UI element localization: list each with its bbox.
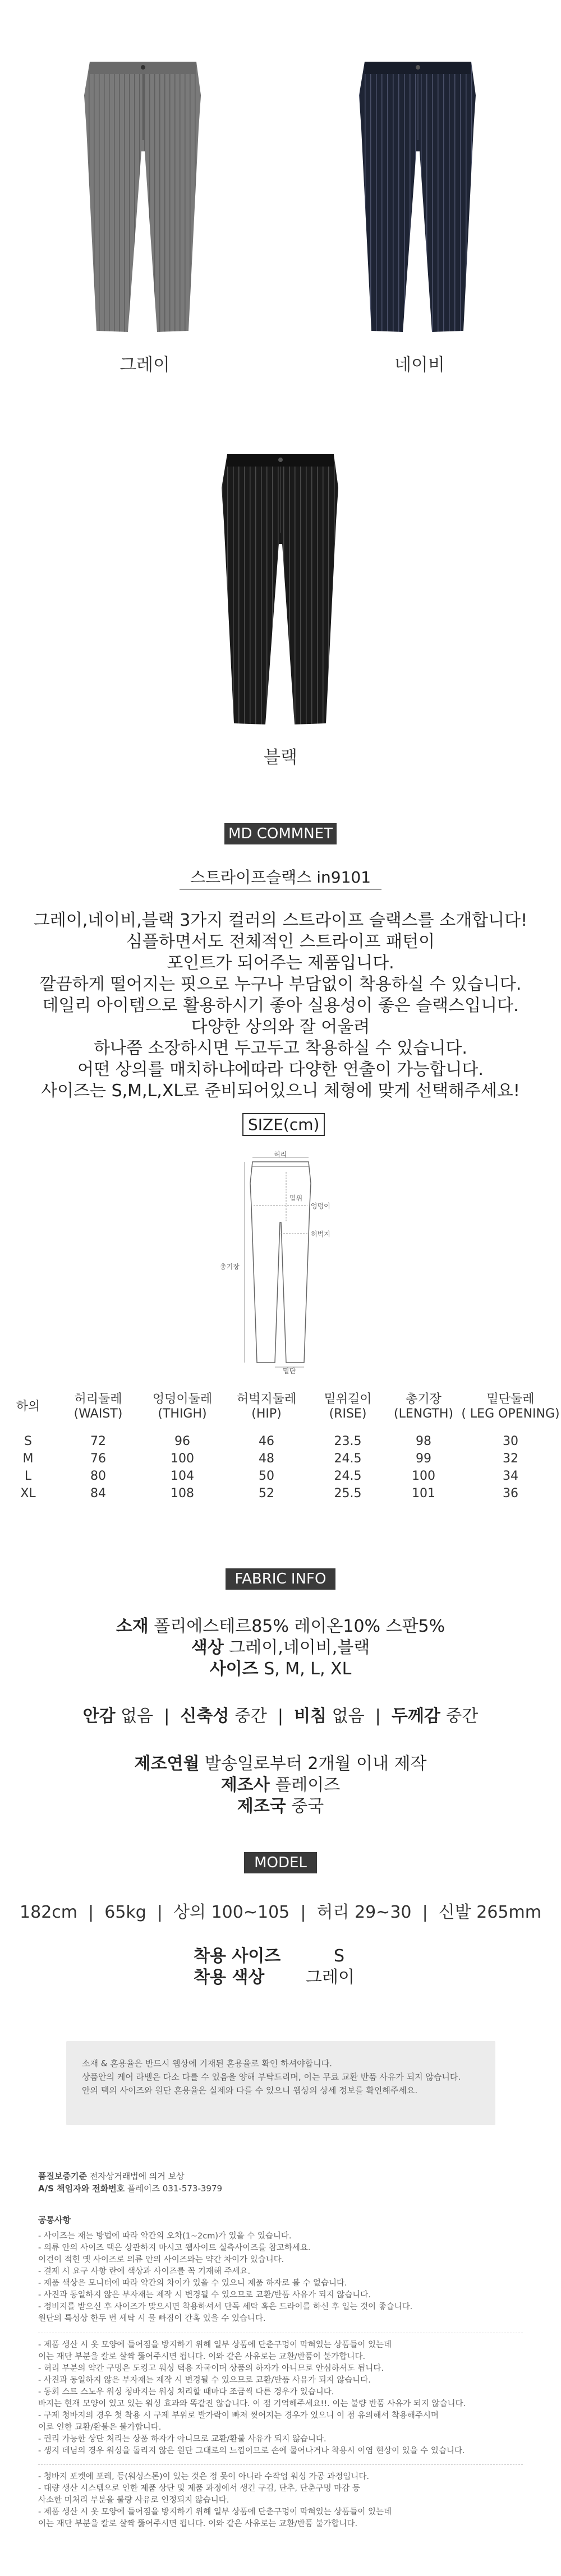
- size-col-header: 총기장: [406, 1392, 442, 1406]
- policy-line: - 청바지 포켓에 포레, 등(워싱스톤)이 있는 것은 정 못이 아니라 수작업 워싱 가공 과정입니다.: [38, 2472, 369, 2481]
- notice-line: 안의 택의 사이즈와 원단 혼용율은 실제와 다를 수 있으니 웹상의 상세 정보를 확인해주세요.: [82, 2085, 418, 2095]
- size-cell: 72: [90, 1434, 106, 1448]
- policy-divider: [38, 2464, 523, 2465]
- policy-header: [38, 2214, 71, 2226]
- md-comment-line: 하나쯤 소장하시면 두고두고 착용하실 수 있습니다.: [94, 1038, 467, 1058]
- fabric-attr-key: 안감: [82, 1706, 116, 1726]
- fabric-material-value: 폴리에스테르85% 레이온10% 스판5%: [154, 1617, 445, 1636]
- size-col-subheader: ( LEG OPENING): [461, 1407, 560, 1421]
- size-cell: 32: [503, 1452, 518, 1466]
- guarantee-line-1: [38, 2170, 521, 2182]
- size-col-header: 엉덩이둘레: [152, 1392, 213, 1406]
- size-col-subheader: (THIGH): [158, 1407, 207, 1421]
- fabric-attr-value: 중간: [445, 1706, 479, 1726]
- size-table-row: [0, 1450, 561, 1467]
- size-table: [0, 1388, 561, 1502]
- size-cell: 108: [171, 1486, 194, 1501]
- size-cell: 101: [412, 1486, 435, 1501]
- fabric-attr-key: 두께감: [391, 1706, 440, 1726]
- size-cell: 30: [503, 1434, 518, 1448]
- diagram-label-rise: 밑위: [289, 1194, 303, 1202]
- policy-line: - 결제 시 요구 사항 란에 색상과 사이즈를 꼭 기재해 주세요.: [38, 2267, 251, 2276]
- md-comment-header: MD COMMNET: [224, 823, 337, 844]
- guarantee-info: [38, 2170, 521, 2195]
- size-cell: 104: [171, 1469, 194, 1483]
- policy-line: 원단의 특성상 한두 번 세탁 시 물 빠짐이 간혹 있을 수 있습니다.: [38, 2314, 266, 2323]
- pants-black-image: [216, 449, 345, 729]
- size-col-subheader: (WAIST): [73, 1407, 123, 1421]
- pants-navy-image: [353, 56, 482, 336]
- policy-line: - 사이즈는 재는 방법에 따라 약간의 오차(1~2cm)가 있을 수 있습니다.: [38, 2232, 292, 2241]
- as-contact-key: A/S 책임자와 전화번호: [38, 2183, 125, 2194]
- product-name: 스트라이프슬랙스 in9101: [190, 868, 371, 887]
- guarantee-line-2: [38, 2182, 521, 2195]
- fabric-attr-value: 중간: [234, 1706, 267, 1726]
- size-header: SIZE(cm): [242, 1113, 325, 1136]
- diagram-label-thigh: 허벅지: [311, 1230, 330, 1238]
- color-label-navy: 네이비: [394, 355, 445, 375]
- size-cell: 52: [259, 1486, 274, 1501]
- guarantee-key: 품질보증기준: [38, 2171, 87, 2181]
- size-cell: S: [24, 1434, 32, 1448]
- notice-line: 상품안의 케어 라벨은 다소 다를 수 있음을 양해 부탁드리며, 이는 무료 교환 반품 사유가 되지 않습니다.: [82, 2072, 461, 2082]
- size-cell: 96: [174, 1434, 190, 1448]
- policy-line: 이는 재단 부분을 칼로 살짝 뚫어주시면 됩니다. 이와 같은 사유로는 교환/반품이 불가합니다.: [38, 2352, 366, 2361]
- color-label-gray: 그레이: [119, 355, 170, 375]
- pants-gray-image: [79, 56, 208, 336]
- size-cell: 48: [259, 1452, 274, 1466]
- size-cell: L: [24, 1469, 32, 1483]
- size-table-row: [0, 1467, 561, 1485]
- size-col-subheader: (LENGTH): [393, 1407, 454, 1421]
- fabric-size: [0, 1655, 561, 1679]
- md-comment-line: 포인트가 되어주는 제품입니다.: [167, 953, 394, 973]
- policy-line: - 허리 부분의 약간 구멍은 도킹고 워싱 택용 자국이며 상품의 하자가 아니므로 안심하셔도 됩니다.: [38, 2364, 384, 2373]
- size-cell: 24.5: [334, 1469, 362, 1483]
- fabric-color-key: 색상: [191, 1638, 224, 1658]
- policy-line: - 제품 색상은 모니터에 따라 약간의 차이가 있을 수 있으니 제품 하자로 볼 수 없습니다.: [38, 2279, 347, 2288]
- fabric-maker-key: 제조사: [220, 1775, 270, 1795]
- size-cell: 25.5: [334, 1486, 362, 1501]
- md-comment-line: 데일리 아이템으로 활용하시기 좋아 실용성이 좋은 슬랙스입니다.: [42, 996, 519, 1015]
- size-col-header: 밑단둘레: [486, 1392, 535, 1406]
- fabric-attr-value: 없음: [332, 1706, 365, 1726]
- policy-group-2: [38, 2339, 521, 2457]
- policy-line: - 정비지를 받으신 후 사이즈가 맞으시면 착용하셔서 단독 세탁 혹은 드라이를 하신 후 입는 것이 좋습니다.: [38, 2302, 413, 2311]
- diagram-label-hem: 밑단: [283, 1367, 296, 1375]
- policy-group-3: [38, 2471, 521, 2530]
- notice-line: 소재 & 혼용율은 반드시 웹상에 기재된 혼용율로 확인 하셔야합니다.: [82, 2058, 332, 2069]
- product-photo-black: [216, 449, 345, 729]
- product-name-underline: [180, 889, 381, 890]
- md-comment-line: 어떤 상의를 매치하냐에따라 다양한 연출이 가능합니다.: [77, 1060, 484, 1079]
- size-col-header: 하의: [16, 1399, 40, 1414]
- policy-line: 바지는 현재 모양이 있고 있는 워싱 효과와 똑같진 않습니다. 이 점 기억해주세요!!. 이는 불량 반품 사유가 되지 않습니다.: [38, 2399, 466, 2408]
- policy-header-text: 공통사항: [38, 2215, 71, 2225]
- md-comment-line: 사이즈는 S,M,L,XL로 준비되어있으니 체형에 맞게 선택해주세요!: [41, 1081, 520, 1101]
- fabric-attr-value: 없음: [121, 1706, 154, 1726]
- product-photo-gray: [79, 56, 208, 336]
- policy-line: - 사진과 동일하지 않은 부자재는 제작 시 변경될 수 있으므로 교환/반품 사유가 되지 않습니다.: [38, 2291, 371, 2300]
- policy-line: - 권리 가능한 상단 처리는 상품 하자가 아니므로 교환/환불 사유가 되지 않습니다.: [38, 2435, 327, 2444]
- guarantee-value: 전자상거래법에 의거 보상: [89, 2171, 185, 2181]
- size-table-row: [0, 1433, 561, 1450]
- fabric-country-key: 제조국: [237, 1797, 286, 1816]
- policy-line: - 구제 청바지의 경우 첫 착용 시 구제 부위로 발가락이 빠져 찢어지는 경우가 있으니 이 점 유의해서 착용해주시며: [38, 2411, 439, 2420]
- size-col-subheader: (HIP): [251, 1407, 282, 1421]
- model-color-key: 착용 색상: [194, 1968, 265, 1987]
- size-col-subheader: (RISE): [329, 1407, 367, 1421]
- size-cell: 98: [416, 1434, 431, 1448]
- md-comment-line: 깔끔하게 떨어지는 핏으로 누구나 부담없이 착용하실 수 있습니다.: [39, 975, 522, 994]
- policy-line: - 제품 생산 시 옷 모양에 들어짐을 방지하기 위해 일부 상품에 단춘구멍이 막혀있는 상품들이 있는데: [38, 2340, 392, 2349]
- fabric-info-header: FABRIC INFO: [226, 1568, 335, 1590]
- fabric-mfg-date-key: 제조연월: [134, 1754, 200, 1774]
- size-col-header: 밑위길이: [324, 1392, 372, 1406]
- color-label-black: 블랙: [264, 747, 297, 768]
- policy-line: - 제품 생산 시 옷 모양에 들어짐을 방지하기 위해 일부 상품에 단춘구멍이 막혀있는 상품들이 있는데: [38, 2508, 392, 2517]
- policy-line: 이는 재단 부분을 칼로 살짝 뚫어주시면 됩니다. 이와 같은 사유로는 교환/반품 불가합니다.: [38, 2519, 358, 2528]
- fabric-maker-value: 플레이즈: [275, 1775, 341, 1795]
- model-wear-info: [0, 1946, 561, 1988]
- size-diagram: [213, 1149, 348, 1374]
- fabric-size-value: S, M, L, XL: [264, 1659, 352, 1679]
- policy-line: 사소한 미처리 부분을 불량 사유로 인정되지 않습니다.: [38, 2496, 229, 2505]
- fabric-attributes: 안감 없음 | 신축성 중간 | 비침 없음 | 두께감 중간: [82, 1706, 479, 1726]
- policy-line: - 동회 스트 스노우 워싱 청바지는 워싱 처리할 때마다 조금씩 다른 경우가 있습니다.: [38, 2388, 334, 2397]
- diagram-label-length: 총기장: [220, 1263, 240, 1271]
- size-cell: 23.5: [334, 1434, 362, 1448]
- size-table-row: [0, 1485, 561, 1502]
- policy-line: 이로 인한 교환/환불은 불가합니다.: [38, 2423, 162, 2432]
- product-photo-navy: [353, 56, 482, 336]
- size-table-header-row: [0, 1388, 561, 1423]
- model-header: MODEL: [244, 1852, 317, 1873]
- policy-line: - 대량 생산 시스템으로 인한 제품 상단 및 제품 과정에서 생긴 구김, 단추, 단춘구멍 마감 등: [38, 2484, 360, 2493]
- size-cell: 36: [503, 1486, 518, 1501]
- diagram-label-waist: 허리: [274, 1151, 287, 1158]
- md-comment-line: 그레이,네이비,블랙 3가지 컬러의 스트라이프 슬랙스를 소개합니다!: [33, 911, 528, 930]
- policy-group-1: [38, 2231, 521, 2325]
- size-cell: XL: [20, 1486, 36, 1501]
- size-cell: 84: [90, 1486, 106, 1501]
- policy-line: - 사진과 동일하지 않은 부자재는 제작 시 변경될 수 있으므로 교환/반품 사유가 되지 않습니다.: [38, 2376, 371, 2385]
- fabric-attr-key: 신축성: [180, 1706, 229, 1726]
- size-cell: 80: [90, 1469, 106, 1483]
- notice-box: [66, 2041, 495, 2125]
- model-stats: 182cm | 65kg | 상의 100~105 | 허리 29~30 | 신발 265mm: [20, 1903, 541, 1922]
- policy-line: - 생지 데님의 경우 워싱을 돌리지 않은 원단 그대로의 느낌이므로 손에 물어나거나 착용시 이염 현상이 있을 수 있습니다.: [38, 2446, 465, 2455]
- size-cell: 34: [503, 1469, 518, 1483]
- as-contact-value: 플레이즈 031-573-3979: [127, 2183, 223, 2194]
- fabric-mfg-date-value: 발송일로부터 2개월 이내 제작: [205, 1754, 427, 1774]
- size-cell: 76: [90, 1452, 106, 1466]
- policy-line: - 의류 안의 사이즈 택은 상관하지 마시고 웹사이트 실측사이즈를 참고하세요.: [38, 2243, 311, 2252]
- md-comment-line: 심플하면서도 전체적인 스트라이프 패턴이: [126, 932, 435, 952]
- model-size-value: S: [334, 1946, 345, 1966]
- fabric-country: [0, 1792, 561, 1817]
- fabric-size-key: 사이즈: [209, 1659, 259, 1679]
- policy-line: 이건이 적힌 옛 사이즈로 의류 안의 사이즈와는 약간 차이가 있습니다.: [38, 2255, 284, 2264]
- size-cell: 46: [259, 1434, 274, 1448]
- size-cell: M: [22, 1452, 34, 1466]
- model-size-key: 착용 사이즈: [194, 1946, 281, 1966]
- size-col-header: 허리둘레: [74, 1392, 122, 1406]
- size-cell: 100: [171, 1452, 194, 1466]
- size-cell: 100: [412, 1469, 435, 1483]
- fabric-country-value: 중국: [291, 1797, 324, 1816]
- size-cell: 50: [259, 1469, 274, 1483]
- md-comment-line: 다양한 상의와 잘 어울려: [191, 1017, 370, 1037]
- md-comment-body: [0, 910, 561, 1102]
- size-col-header: 허벅지둘레: [236, 1392, 297, 1406]
- diagram-label-hip: 엉덩이: [311, 1202, 330, 1210]
- size-cell: 24.5: [334, 1452, 362, 1466]
- fabric-attr-key: 비침: [294, 1706, 327, 1726]
- fabric-material-key: 소재: [116, 1617, 149, 1636]
- fabric-color-value: 그레이,네이비,블랙: [229, 1638, 370, 1658]
- size-cell: 99: [416, 1452, 431, 1466]
- model-color-value: 그레이: [306, 1968, 355, 1987]
